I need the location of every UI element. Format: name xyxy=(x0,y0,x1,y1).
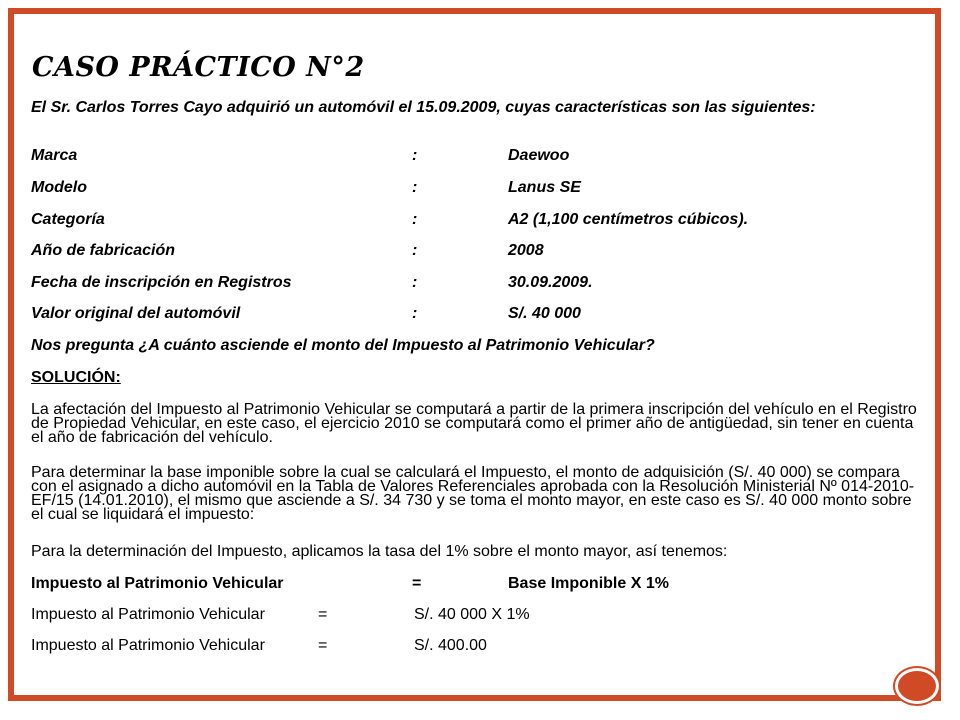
question-label: Nos pregunta ¿A cuánto asciende el monto del Impuesto al Patrimonio Vehicular? xyxy=(31,337,655,354)
formula-key: Impuesto al Patrimonio Vehicular xyxy=(31,575,284,592)
spec-value: 30.09.2009. xyxy=(508,274,593,291)
spec-separator: : xyxy=(412,147,418,164)
calc-row-2 xyxy=(31,636,921,656)
spec-separator: : xyxy=(412,242,418,259)
calc-value: S/. 400.00 xyxy=(414,637,487,654)
spec-row-registration-date xyxy=(31,273,921,293)
paragraph-afectacion: La afectación del Impuesto al Patrimonio Vehicular se computará a partir de la primera inscripción del vehículo en el Registro de Propiedad Vehicular, en este caso, el ejercicio 2010 se computará como el primer año de antigüedad, sin tener en cuenta el año de fabricación del vehículo. xyxy=(31,401,917,446)
spec-value: S/. 40 000 xyxy=(508,305,581,322)
calc-row-1 xyxy=(31,605,921,625)
spec-value: Daewoo xyxy=(508,147,570,164)
solution-heading: SOLUCIÓN: xyxy=(31,369,121,386)
question-text xyxy=(31,336,921,356)
spec-row-category xyxy=(31,210,921,230)
spec-value: Lanus SE xyxy=(508,179,581,196)
paragraph-base-imponible: Para determinar la base imponible sobre la cual se calculará el Impuesto, el monto de adquisición (S/. 40 000) se compara con el asignado a dicho automóvil en la Tabla de Valores Referenciales aprobada con la Resolución Ministerial Nº 014-2010-EF/15 (14.01.2010), el mismo que asciende a S/. 34 730 y se toma el monto mayor, en este caso es S/. 40 000 monto sobre el cual se liquidará el impuesto: xyxy=(31,464,915,523)
spec-value: A2 (1,100 centímetros cúbicos). xyxy=(508,211,749,228)
spec-key: Categoría xyxy=(31,211,105,228)
corner-decoration xyxy=(895,668,939,704)
spec-key: Modelo xyxy=(31,179,87,196)
spec-key: Fecha de inscripción en Registros xyxy=(31,274,292,291)
calc-key: Impuesto al Patrimonio Vehicular xyxy=(31,606,265,623)
paragraph-tasa: Para la determinación del Impuesto, aplicamos la tasa del 1% sobre el monto mayor, así tenemos: xyxy=(31,543,728,560)
spec-separator: : xyxy=(412,305,418,322)
calc-separator: = xyxy=(318,637,328,654)
spec-row-model xyxy=(31,178,921,198)
spec-separator: : xyxy=(412,179,418,196)
spec-separator: : xyxy=(412,211,418,228)
spec-separator: : xyxy=(412,274,418,291)
slide-title: CASO PRÁCTICO N°2 xyxy=(32,52,365,83)
calc-key: Impuesto al Patrimonio Vehicular xyxy=(31,637,265,654)
intro-text: El Sr. Carlos Torres Cayo adquirió un automóvil el 15.09.2009, cuyas características son las siguientes: xyxy=(31,99,816,116)
spec-row-brand xyxy=(31,146,921,166)
formula-separator: = xyxy=(412,575,422,592)
spec-row-original-value xyxy=(31,304,921,324)
formula-row xyxy=(31,574,921,594)
spec-key: Marca xyxy=(31,147,78,164)
formula-value: Base Imponible X 1% xyxy=(508,575,669,592)
spec-row-year xyxy=(31,241,921,261)
spec-value: 2008 xyxy=(508,242,544,259)
calc-separator: = xyxy=(318,606,328,623)
spec-key: Valor original del automóvil xyxy=(31,305,241,322)
calc-value: S/. 40 000 X 1% xyxy=(414,606,530,623)
spec-key: Año de fabricación xyxy=(31,242,176,259)
